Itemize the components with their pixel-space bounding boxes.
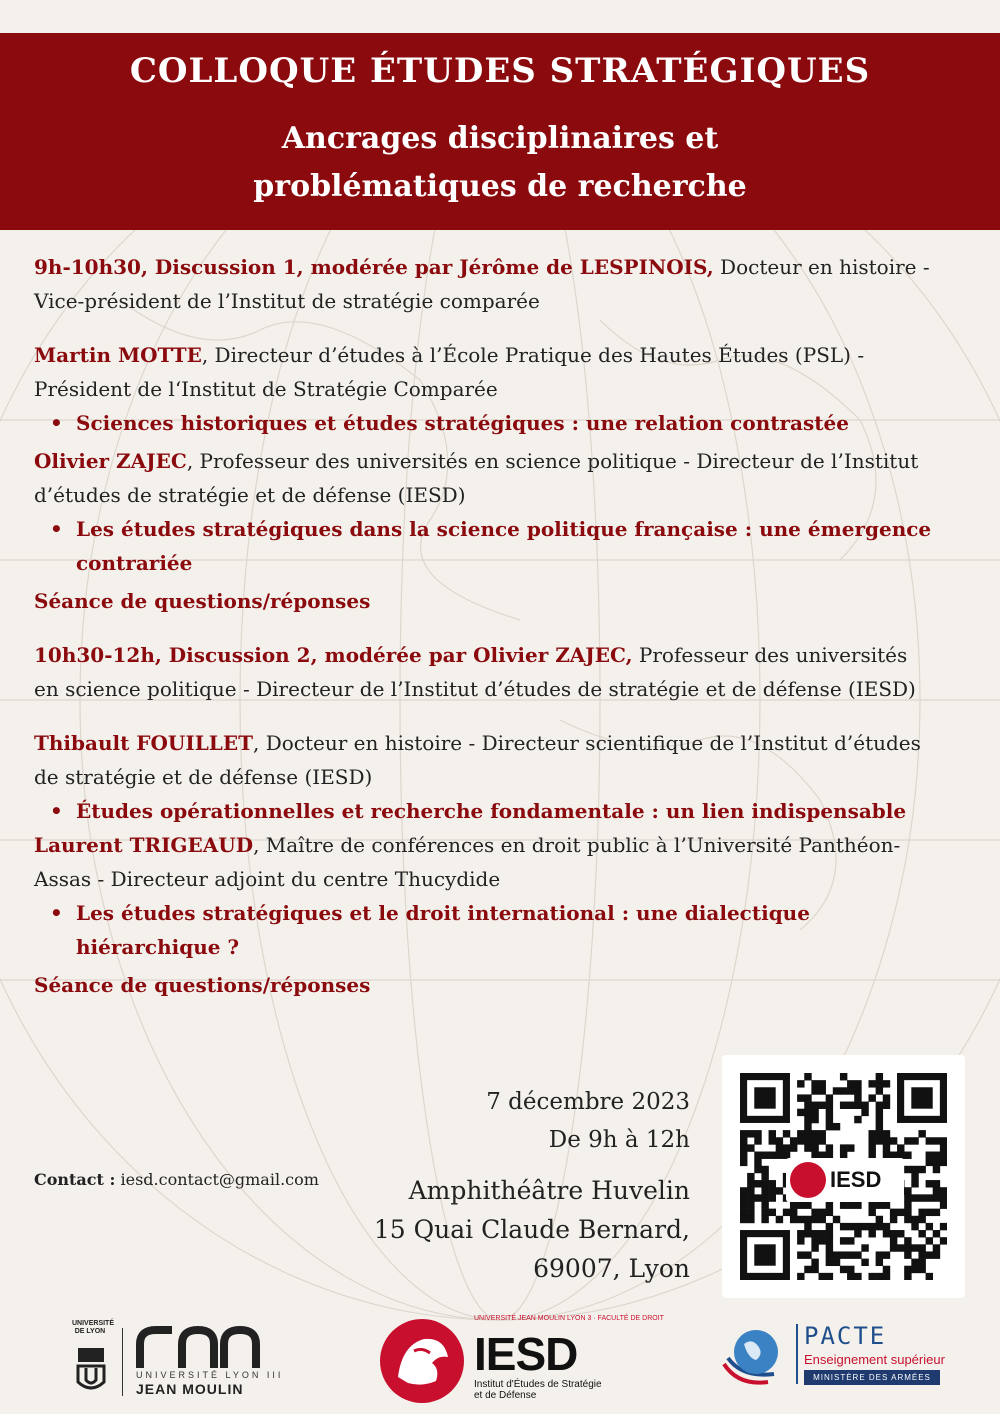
- page-subtitle: [0, 115, 1000, 211]
- iesd-wordmark: IESD: [474, 1328, 578, 1380]
- ministere-badge: MINISTÈRE DES ARMÉES: [804, 1370, 940, 1385]
- speaker-4-talk: • Les études stratégiques et le droit international : une dialectique hiérarchique ?: [34, 896, 934, 964]
- speaker-1-name: Martin MOTTE: [34, 343, 202, 367]
- speaker-2-role: , Professeur des universités en science politique - Directeur de l’Institut d’études de stratégie et de défense (IESD): [34, 449, 919, 507]
- qa-session-2: Séance de questions/réponses: [34, 973, 371, 997]
- discussion-2-title: 10h30-12h, Discussion 2, modérée par Olivier ZAJEC,: [34, 643, 633, 667]
- jean-moulin-label: JEAN MOULIN: [136, 1381, 244, 1397]
- speaker-3: [34, 726, 934, 794]
- event-city: 69007, Lyon: [533, 1254, 690, 1283]
- speaker-1-talk: • Sciences historiques et études stratégiques : une relation contrastée: [34, 406, 934, 440]
- speaker-3-role: , Docteur en histoire - Directeur scientifique de l’Institut d’études de stratégie et de défense (IESD): [34, 731, 921, 789]
- iesd-full-name-line-1: Institut d'Études de Stratégie: [474, 1379, 602, 1390]
- subtitle-line-2: problématiques de recherche: [253, 169, 747, 204]
- qr-logo-text: IESD: [830, 1167, 882, 1192]
- event-info: [374, 1083, 690, 1288]
- logo-iesd: [378, 1315, 664, 1405]
- qr-code[interactable]: [722, 1055, 965, 1298]
- speaker-3-talk: • Études opérationnelles et recherche fondamentale : un lien indispensable: [34, 794, 934, 828]
- iesd-emblem-icon: [790, 1162, 826, 1198]
- speaker-1-role: , Directeur d’études à l’École Pratique des Hautes Études (PSL) - Président de l‘Institut de Stratégie Comparée: [34, 343, 865, 401]
- iesd-full-name-line-2: et de Défense: [474, 1390, 537, 1401]
- universite-de-lyon-label: UNIVERSITÉ DE LYON: [72, 1320, 115, 1335]
- qr-center-logo: [786, 1158, 904, 1202]
- discussion-1-moderator-role: Docteur en histoire - Vice-président de l’Institut de stratégie comparée: [34, 255, 930, 313]
- lion-shield-icon: [76, 1346, 106, 1396]
- speaker-2: [34, 444, 934, 512]
- iesd-full-name: [474, 1379, 602, 1401]
- globe-icon: [718, 1324, 790, 1388]
- speaker-3-name: Thibault FOUILLET: [34, 731, 253, 755]
- page-title: COLLOQUE ÉTUDES STRATÉGIQUES: [129, 51, 871, 91]
- logo-universite-jean-moulin: [72, 1320, 284, 1400]
- logo-pacte: [712, 1322, 945, 1392]
- event-street: 15 Quai Claude Bernard,: [373, 1215, 690, 1244]
- contact-email[interactable]: iesd.contact@gmail.com: [120, 1170, 319, 1189]
- pacte-divider: [796, 1324, 798, 1384]
- event-date: 7 décembre 2023: [486, 1089, 690, 1115]
- speaker-2-name: Olivier ZAJEC: [34, 449, 187, 473]
- contact-line: [34, 1170, 319, 1189]
- pacte-wordmark: PACTE: [804, 1322, 887, 1350]
- discussion-2-moderator-role: Professeur des universités en science politique - Directeur de l’Institut d’études de stratégie et de défense (IESD): [34, 643, 916, 701]
- speaker-2-talk: • Les études stratégiques dans la science politique française : une émergence contrariée: [34, 512, 934, 580]
- logo-divider: [122, 1328, 123, 1396]
- event-venue: Amphithéâtre Huvelin: [408, 1176, 690, 1205]
- speaker-4: [34, 828, 934, 896]
- program: [34, 250, 934, 1002]
- discussion-2-heading: [34, 638, 934, 706]
- iesd-top-label: UNIVERSITÉ JEAN MOULIN LYON 3 · FACULTÉ DE DROIT: [474, 1315, 664, 1322]
- qa-session-1: Séance de questions/réponses: [34, 589, 371, 613]
- speaker-4-role: , Maître de conférences en droit public à l’Université Panthéon-Assas - Directeur adjoint du centre Thucydide: [34, 833, 901, 891]
- jean-moulin-arches-icon: [136, 1324, 266, 1368]
- discussion-1-heading: [34, 250, 934, 318]
- event-time: De 9h à 12h: [548, 1127, 690, 1153]
- universite-lyon-3-label: UNIVERSITÉ LYON III: [136, 1370, 284, 1380]
- contact-label: Contact :: [34, 1170, 116, 1189]
- speaker-4-name: Laurent TRIGEAUD: [34, 833, 254, 857]
- speaker-1: [34, 338, 934, 406]
- pacte-subtitle: Enseignement supérieur: [804, 1352, 945, 1367]
- discussion-1-title: 9h-10h30, Discussion 1, modérée par Jérôme de LESPINOIS,: [34, 255, 714, 279]
- event-address: [374, 1171, 690, 1288]
- header-banner: [0, 33, 1000, 230]
- iesd-emblem-icon: [378, 1317, 466, 1405]
- subtitle-line-1: Ancrages disciplinaires et: [281, 121, 719, 156]
